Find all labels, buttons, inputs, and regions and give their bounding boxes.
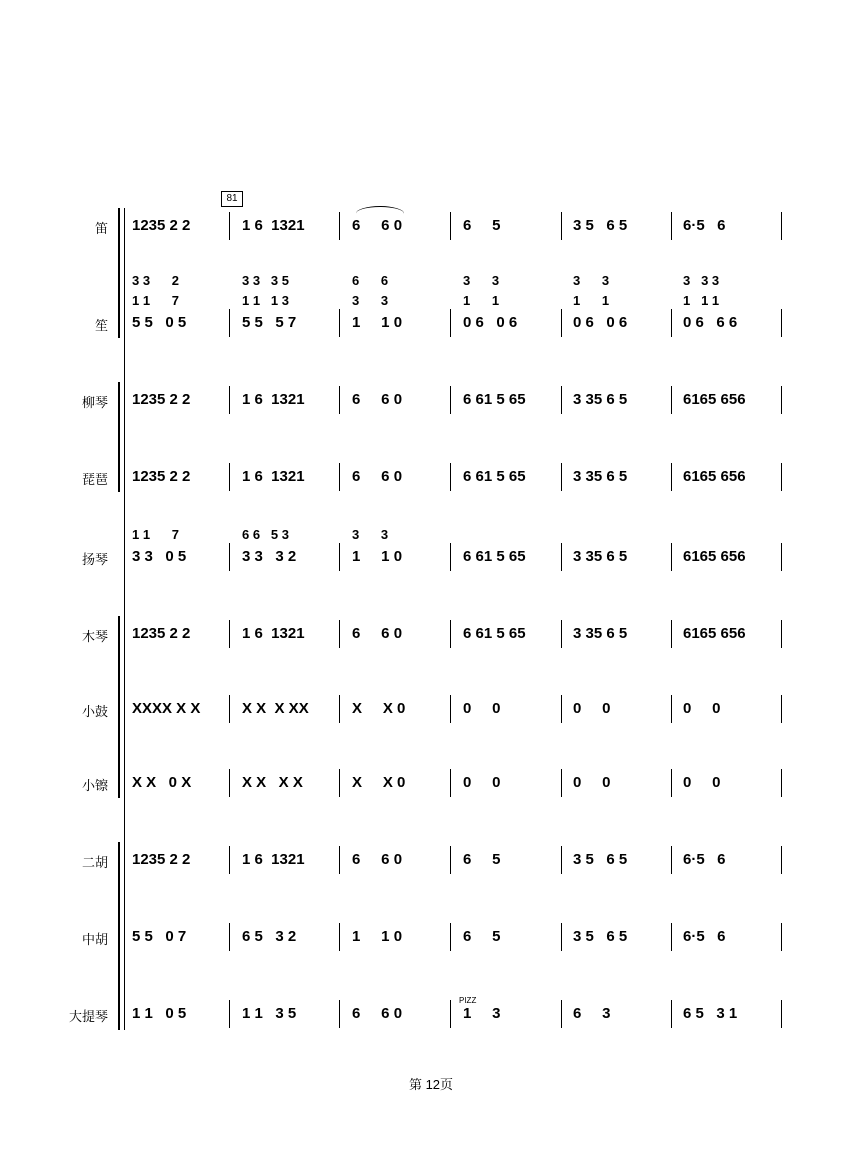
measure-notes: 5 5 0 7 [132, 928, 187, 945]
measure-notes: 6 6 0 [352, 391, 403, 408]
barline [229, 463, 230, 491]
measure-notes: 1235 2 2 [132, 468, 191, 485]
system-left-line [124, 208, 125, 1030]
measure-notes: 6 5 3 1 [683, 1005, 738, 1022]
barline [561, 463, 562, 491]
barline [671, 620, 672, 648]
barline [229, 695, 230, 723]
barline [229, 846, 230, 874]
measure-notes: 0 0 [463, 774, 501, 791]
chord-upper-notes: 3 3 3 5 [242, 273, 289, 288]
group-bracket-plucked [118, 382, 120, 492]
measure-notes: 6 61 5 65 [463, 625, 526, 642]
barline [229, 386, 230, 414]
chord-upper-notes: 3 3 [573, 273, 610, 288]
group-bracket-strings [118, 842, 120, 1030]
barline [339, 620, 340, 648]
barline [229, 620, 230, 648]
barline [450, 695, 451, 723]
chord-upper-notes: 6 6 5 3 [242, 527, 289, 542]
measure-notes: 6·5 6 [683, 851, 726, 868]
barline [339, 846, 340, 874]
barline [339, 309, 340, 337]
barline [781, 846, 782, 874]
chord-upper-notes: 1 1 1 3 [242, 293, 289, 308]
measure-notes: 1 6 1321 [242, 851, 305, 868]
measure-notes: 5 5 0 5 [132, 314, 187, 331]
measure-notes: 3 35 6 5 [573, 548, 628, 565]
chord-upper-notes: 3 3 3 [683, 273, 720, 288]
measure-notes: 3 35 6 5 [573, 468, 628, 485]
barline [561, 309, 562, 337]
chord-upper-notes: 3 3 2 [132, 273, 179, 288]
barline [781, 543, 782, 571]
measure-notes: X X 0 [352, 700, 406, 717]
instrument-label: 小鼓 [81, 704, 108, 719]
barline [781, 923, 782, 951]
measure-notes: 1 3 [463, 1005, 501, 1022]
measure-notes: 6165 656 [683, 625, 746, 642]
measure-notes: 6 6 0 [352, 217, 403, 234]
measure-notes: 1 1 0 5 [132, 1005, 187, 1022]
barline [339, 386, 340, 414]
measure-notes: 0 6 0 6 [463, 314, 518, 331]
barline [561, 923, 562, 951]
barline [450, 846, 451, 874]
measure-notes: 6 61 5 65 [463, 468, 526, 485]
measure-notes: 0 6 6 6 [683, 314, 738, 331]
chord-upper-notes: 3 3 [352, 293, 389, 308]
chord-upper-notes: 1 1 [463, 293, 500, 308]
barline [561, 695, 562, 723]
barline [450, 212, 451, 240]
measure-notes: 1235 2 2 [132, 625, 191, 642]
barline [450, 923, 451, 951]
pizz-marking: PIZZ [459, 996, 477, 1005]
chord-upper-notes: 3 3 [352, 527, 389, 542]
instrument-label: 笙 [94, 318, 108, 333]
measure-notes: 6 3 [573, 1005, 611, 1022]
measure-notes: 0 0 [683, 774, 721, 791]
barline [229, 212, 230, 240]
chord-upper-notes: 1 1 [573, 293, 610, 308]
measure-notes: 0 0 [573, 774, 611, 791]
barline [339, 463, 340, 491]
instrument-label: 扬琴 [81, 552, 108, 567]
chord-upper-notes: 3 3 [463, 273, 500, 288]
barline [450, 1000, 451, 1028]
barline [781, 1000, 782, 1028]
measure-notes: 0 0 [463, 700, 501, 717]
barline [671, 386, 672, 414]
barline [781, 695, 782, 723]
rehearsal-mark: 81 [221, 191, 243, 207]
instrument-label: 木琴 [81, 629, 108, 644]
measure-notes: 1 1 0 [352, 548, 403, 565]
measure-notes: X X X XX [242, 700, 309, 717]
instrument-label: 大提琴 [68, 1009, 108, 1024]
measure-notes: 6·5 6 [683, 217, 726, 234]
barline [450, 386, 451, 414]
barline [339, 923, 340, 951]
measure-notes: X X 0 X [132, 774, 192, 791]
barline [229, 309, 230, 337]
measure-notes: 3 3 0 5 [132, 548, 187, 565]
barline [561, 620, 562, 648]
barline [339, 769, 340, 797]
measure-notes: 6 61 5 65 [463, 548, 526, 565]
barline [781, 386, 782, 414]
barline [339, 543, 340, 571]
barline [339, 1000, 340, 1028]
measure-notes: 1235 2 2 [132, 391, 191, 408]
measure-notes: 3 5 6 5 [573, 217, 628, 234]
instrument-label: 笛 [94, 221, 108, 236]
barline [671, 309, 672, 337]
measure-notes: 1 1 0 [352, 928, 403, 945]
barline [450, 543, 451, 571]
barline [781, 769, 782, 797]
measure-notes: 1 6 1321 [242, 391, 305, 408]
barline [781, 620, 782, 648]
barline [561, 212, 562, 240]
barline [450, 769, 451, 797]
barline [781, 309, 782, 337]
barline [450, 620, 451, 648]
barline [450, 463, 451, 491]
measure-notes: 0 0 [573, 700, 611, 717]
measure-notes: 6 6 0 [352, 468, 403, 485]
measure-notes: 6 5 3 2 [242, 928, 297, 945]
barline [339, 212, 340, 240]
instrument-label: 柳琴 [81, 395, 108, 410]
barline [229, 543, 230, 571]
barline [781, 212, 782, 240]
page-number: 第 12页 [408, 1077, 454, 1092]
measure-notes: 6 6 0 [352, 625, 403, 642]
barline [781, 463, 782, 491]
instrument-label: 琵琶 [81, 472, 108, 487]
measure-notes: 0 6 0 6 [573, 314, 628, 331]
measure-notes: 5 5 5 7 [242, 314, 297, 331]
barline [450, 309, 451, 337]
instrument-label: 中胡 [81, 932, 108, 947]
measure-notes: XXXX X X [132, 700, 201, 717]
chord-upper-notes: 1 1 7 [132, 293, 179, 308]
measure-notes: 0 0 [683, 700, 721, 717]
chord-upper-notes: 1 1 7 [132, 527, 179, 542]
measure-notes: 3 5 6 5 [573, 851, 628, 868]
group-bracket-percussion [118, 616, 120, 798]
measure-notes: 6 6 0 [352, 851, 403, 868]
measure-notes: 1 6 1321 [242, 468, 305, 485]
measure-notes: 1235 2 2 [132, 851, 191, 868]
barline [671, 769, 672, 797]
measure-notes: 1 1 0 [352, 314, 403, 331]
measure-notes: X X 0 [352, 774, 406, 791]
measure-notes: 3 5 6 5 [573, 928, 628, 945]
measure-notes: 6165 656 [683, 468, 746, 485]
barline [671, 846, 672, 874]
barline [561, 846, 562, 874]
measure-notes: 6165 656 [683, 548, 746, 565]
barline [671, 212, 672, 240]
measure-notes: 3 3 3 2 [242, 548, 297, 565]
barline [229, 1000, 230, 1028]
measure-notes: 6 6 0 [352, 1005, 403, 1022]
measure-notes: 6 5 [463, 928, 501, 945]
measure-notes: X X X X [242, 774, 303, 791]
measure-notes: 1235 2 2 [132, 217, 191, 234]
measure-notes: 6·5 6 [683, 928, 726, 945]
measure-notes: 3 35 6 5 [573, 625, 628, 642]
instrument-label: 小镲 [81, 778, 108, 793]
barline [671, 923, 672, 951]
barline [671, 695, 672, 723]
measure-notes: 1 1 3 5 [242, 1005, 297, 1022]
barline [561, 543, 562, 571]
measure-notes: 6165 656 [683, 391, 746, 408]
chord-upper-notes: 1 1 1 [683, 293, 720, 308]
barline [561, 1000, 562, 1028]
barline [561, 769, 562, 797]
barline [671, 1000, 672, 1028]
barline [339, 695, 340, 723]
barline [561, 386, 562, 414]
measure-notes: 6 61 5 65 [463, 391, 526, 408]
barline [229, 769, 230, 797]
barline [671, 463, 672, 491]
measure-notes: 6 5 [463, 851, 501, 868]
measure-notes: 3 35 6 5 [573, 391, 628, 408]
measure-notes: 1 6 1321 [242, 625, 305, 642]
chord-upper-notes: 6 6 [352, 273, 389, 288]
measure-notes: 1 6 1321 [242, 217, 305, 234]
measure-notes: 6 5 [463, 217, 501, 234]
barline [229, 923, 230, 951]
group-bracket-winds [118, 208, 120, 338]
instrument-label: 二胡 [81, 855, 108, 870]
barline [671, 543, 672, 571]
